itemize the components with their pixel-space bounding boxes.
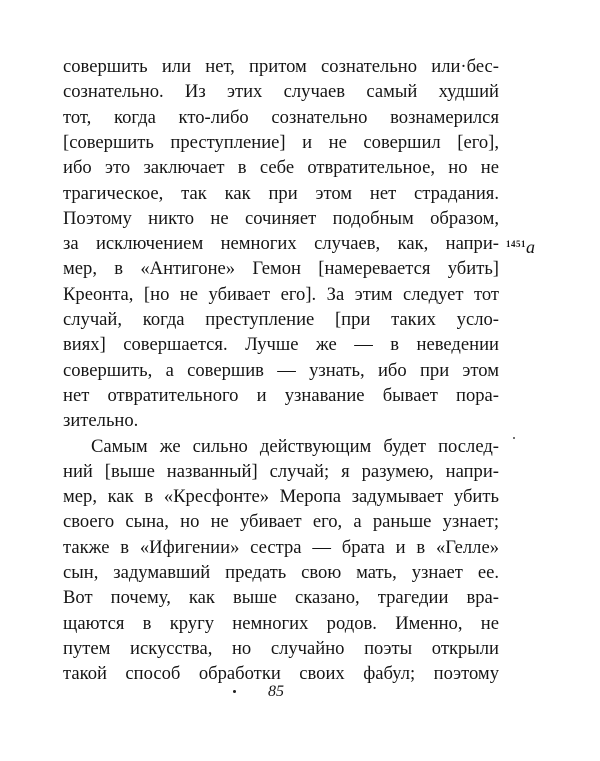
text-line: своего сына, но не убивает его, а раньше узнает; bbox=[63, 511, 499, 533]
text-line: щаются в кругу немногих родов. Именно, не bbox=[63, 612, 499, 634]
text-line: мер, как в «Кресфонте» Меропа задумывает убить bbox=[63, 486, 499, 508]
text-line: трагическое, так как при этом нет страдания. bbox=[63, 182, 499, 204]
paragraph-first-line: Самым же сильно действующим будет послед- bbox=[91, 435, 499, 457]
text-line: также в «Ифигении» сестра — брата и в «Гелле» bbox=[63, 536, 499, 558]
text-line: сын, задумавший предать свою мать, узнает ее. bbox=[63, 562, 499, 583]
text-line: сознательно. Из этих случаев самый худший bbox=[63, 81, 499, 103]
text-line: зительно. bbox=[63, 410, 139, 432]
page-number: 85 bbox=[268, 683, 284, 700]
text-line: совершить, а совершив — узнать, ибо при этом bbox=[63, 359, 499, 381]
text-line: [совершить преступление] и не совершил [его], bbox=[63, 131, 499, 153]
text-line: Поэтому никто не сочиняет подобным образом, bbox=[63, 207, 499, 229]
print-speck bbox=[513, 437, 515, 439]
text-line: Креонта, [но не убивает его]. За этим следует тот bbox=[63, 283, 499, 305]
text-line: такой способ обработки своих фабул; поэтому bbox=[63, 663, 499, 685]
margin-reference-number: 1451 bbox=[506, 239, 526, 249]
text-line: за исключением немногих случаев, как, напри- bbox=[63, 233, 499, 255]
text-line: тот, когда кто-либо сознательно вознамерился bbox=[63, 106, 499, 128]
text-line: нет отвратительного и узнавание бывает пора- bbox=[63, 384, 499, 406]
text-line: ибо это заключает в себе отвратительное, но не bbox=[63, 157, 499, 179]
margin-reference-letter: a bbox=[526, 237, 535, 257]
text-line: путем искусства, но случайно поэты открыли bbox=[63, 637, 499, 659]
print-dot bbox=[233, 690, 236, 693]
bekker-margin-reference bbox=[506, 234, 535, 259]
text-line: мер, в «Антигоне» Гемон [намеревается убить] bbox=[63, 258, 499, 280]
text-line: ний [выше названный] случай; я разумею, напри- bbox=[63, 460, 499, 482]
text-line: случай, когда преступление [при таких усло- bbox=[63, 309, 499, 330]
text-line: совершить или нет, притом сознательно или·бес- bbox=[63, 56, 499, 77]
text-line: виях] совершается. Лучше же — в неведении bbox=[63, 334, 499, 356]
text-line: Вот почему, как выше сказано, трагедии вра- bbox=[63, 587, 499, 609]
